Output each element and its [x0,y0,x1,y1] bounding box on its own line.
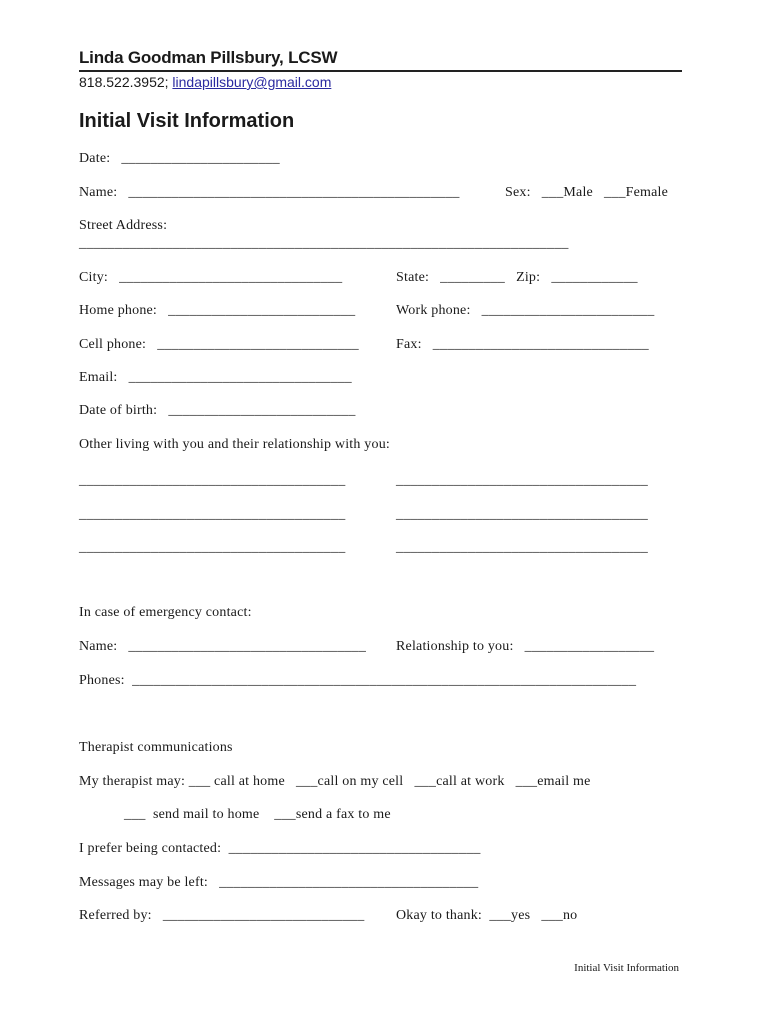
page-title: Initial Visit Information [79,110,295,132]
others-living-label: Other living with you and their relationship with you: [79,437,390,452]
practitioner-name: Linda Goodman Pillsbury, LCSW [79,48,338,67]
date-of-birth-field[interactable]: Date of birth: __________________________ [79,403,356,418]
emergency-name-field[interactable]: Name: _________________________________ [79,639,367,654]
fax-field[interactable]: Fax: ______________________________ [396,337,649,352]
others-line[interactable]: ___________________________________ [396,473,648,488]
street-address-field[interactable]: ____________________________________________________________________ [79,236,569,251]
date-field[interactable]: Date: ______________________ [79,151,280,166]
header-divider [79,70,682,72]
others-line[interactable]: ___________________________________ [396,507,648,522]
others-line[interactable]: _____________________________________ [79,540,346,555]
others-line[interactable]: _____________________________________ [79,473,346,488]
referred-by-field[interactable]: Referred by: ____________________________ [79,908,365,923]
cell-phone-field[interactable]: Cell phone: ____________________________ [79,337,359,352]
therapist-may-options-2[interactable]: ___ send mail to home ___send a fax to me [124,807,391,822]
email-link[interactable]: lindapillsbury@gmail.com [172,74,332,90]
street-address-label: Street Address: [79,218,168,233]
home-phone-field[interactable]: Home phone: __________________________ [79,303,356,318]
name-field[interactable]: Name: ______________________________________________ [79,185,460,200]
emergency-contact-label: In case of emergency contact: [79,605,252,620]
sex-field[interactable]: Sex: ___Male ___Female [505,185,669,200]
contact-line [79,74,331,90]
phone-number: 818.522.3952; [79,74,169,90]
work-phone-field[interactable]: Work phone: ________________________ [396,303,655,318]
others-line[interactable]: ___________________________________ [396,540,648,555]
relationship-field[interactable]: Relationship to you: __________________ [396,639,655,654]
preferred-contact-field[interactable]: I prefer being contacted: ___________________________________ [79,841,481,856]
others-line[interactable]: _____________________________________ [79,507,346,522]
state-zip-field[interactable]: State: _________ Zip: ____________ [396,270,638,285]
page-footer: Initial Visit Information [574,962,679,974]
phones-field[interactable]: Phones: ______________________________________________________________________ [79,673,637,688]
therapist-may-options[interactable]: My therapist may: ___ call at home ___call on my cell ___call at work ___email me [79,774,591,789]
email-field[interactable]: Email: _______________________________ [79,370,352,385]
messages-left-field[interactable]: Messages may be left: ____________________________________ [79,875,479,890]
city-field[interactable]: City: _______________________________ [79,270,343,285]
okay-to-thank-field[interactable]: Okay to thank: ___yes ___no [396,908,578,923]
therapist-communications-label: Therapist communications [79,740,233,755]
